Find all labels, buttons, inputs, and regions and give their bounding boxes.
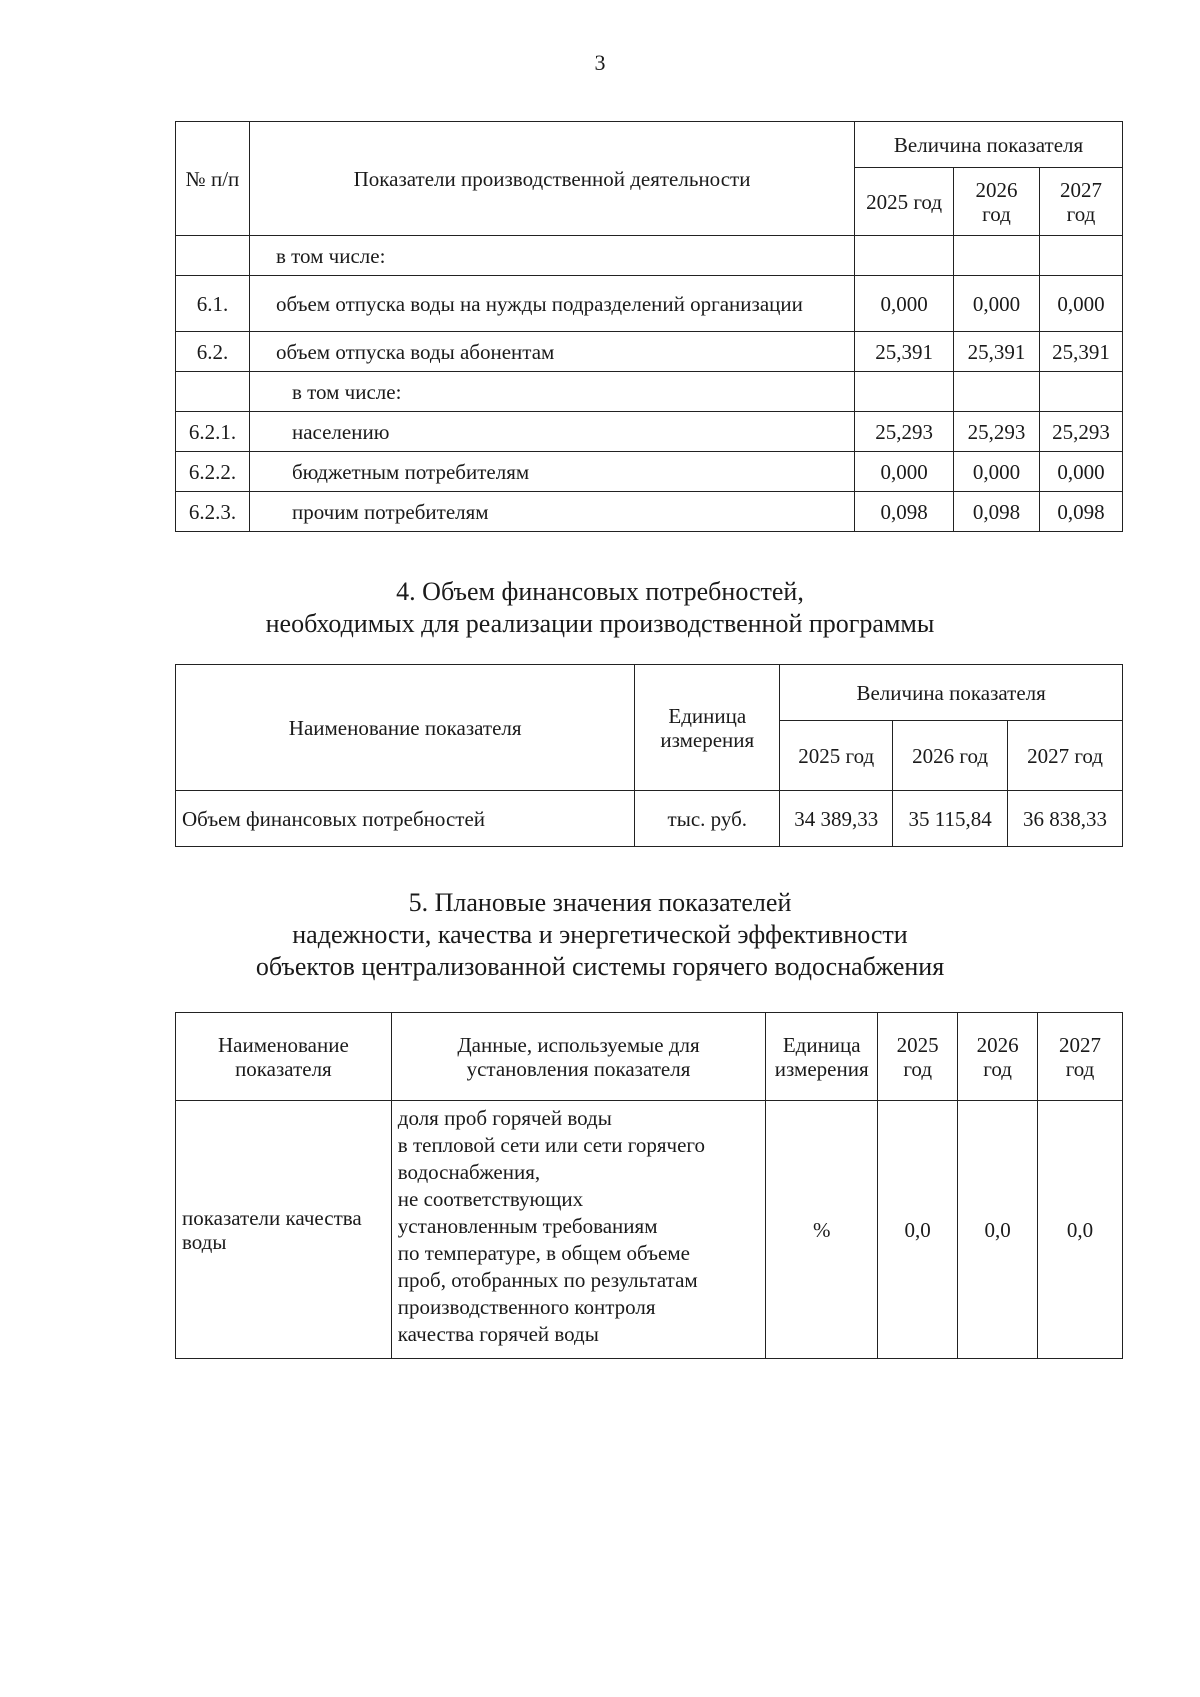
table-row <box>176 412 1123 452</box>
col-header-unit: Единица измерения <box>766 1013 878 1101</box>
description-line: водоснабжения, <box>397 1160 541 1184</box>
row-name: показатели качества воды <box>176 1101 392 1359</box>
row-value: 0,000 <box>855 276 954 332</box>
row-value: 0,000 <box>855 452 954 492</box>
row-value: 0,098 <box>855 492 954 532</box>
col-header-data: Данные, используемые для установления показателя <box>391 1013 765 1101</box>
row-value: 25,391 <box>954 332 1040 372</box>
row-number <box>176 372 250 412</box>
row-data-description <box>391 1101 765 1359</box>
row-value: 25,293 <box>1040 412 1123 452</box>
row-value: 25,293 <box>954 412 1040 452</box>
row-number: 6.2.1. <box>176 412 250 452</box>
col-header-year: 2027 год <box>1038 1013 1123 1101</box>
description-line: проб, отобранных по результатам <box>397 1268 698 1292</box>
col-header-year: 2026 год <box>958 1013 1038 1101</box>
table-row <box>176 492 1123 532</box>
section-5-heading <box>0 887 1200 983</box>
heading-line: необходимых для реализации производственной программы <box>265 609 935 638</box>
description-line: установленным требованиям <box>397 1214 658 1238</box>
heading-line: надежности, качества и энергетической эффективности <box>292 920 908 949</box>
col-header-name: Наименование показателя <box>176 665 635 791</box>
row-value <box>1040 236 1123 276</box>
description-line: в тепловой сети или сети горячего <box>397 1133 705 1157</box>
row-value: 0,000 <box>1040 276 1123 332</box>
row-number: 6.2.2. <box>176 452 250 492</box>
row-label: в том числе: <box>249 236 854 276</box>
col-header-year: 2026 год <box>893 721 1008 791</box>
table-row <box>176 372 1123 412</box>
row-number: 6.2. <box>176 332 250 372</box>
description-line: по температуре, в общем объеме <box>397 1241 690 1265</box>
col-header-year: 2025 год <box>780 721 893 791</box>
row-value: 34 389,33 <box>780 791 893 847</box>
col-header-indicators: Показатели производственной деятельности <box>249 122 854 236</box>
row-value: 25,391 <box>1040 332 1123 372</box>
row-value <box>954 372 1040 412</box>
col-header-unit: Единица измерения <box>635 665 780 791</box>
row-value: 0,0 <box>1038 1101 1123 1359</box>
description-line: производственного контроля <box>397 1295 656 1319</box>
row-value: 0,098 <box>1040 492 1123 532</box>
row-value: 0,0 <box>878 1101 958 1359</box>
row-label: бюджетным потребителям <box>249 452 854 492</box>
row-label: населению <box>249 412 854 452</box>
table-row <box>176 452 1123 492</box>
description-line: не соответствующих <box>397 1187 584 1211</box>
table-row <box>176 276 1123 332</box>
row-value: 0,000 <box>954 276 1040 332</box>
row-value <box>954 236 1040 276</box>
col-header-year: 2025 год <box>878 1013 958 1101</box>
row-value: 0,0 <box>958 1101 1038 1359</box>
description-line: качества горячей воды <box>397 1322 599 1346</box>
row-value: 25,293 <box>855 412 954 452</box>
col-header-value-group: Величина показателя <box>855 122 1123 168</box>
row-label: объем отпуска воды на нужды подразделений организации <box>249 276 854 332</box>
col-header-year: 2027 год <box>1040 168 1123 236</box>
row-unit: тыс. руб. <box>635 791 780 847</box>
description-line: доля проб горячей воды <box>397 1106 612 1130</box>
reliability-indicators-table <box>175 1012 1123 1359</box>
row-value: 0,000 <box>954 452 1040 492</box>
col-header-year: 2026 год <box>954 168 1040 236</box>
financial-needs-table <box>175 664 1123 847</box>
heading-line: 4. Объем финансовых потребностей, <box>396 577 804 606</box>
col-header-no: № п/п <box>176 122 250 236</box>
col-header-value-group: Величина показателя <box>780 665 1123 721</box>
row-value: 36 838,33 <box>1008 791 1123 847</box>
col-header-year: 2027 год <box>1008 721 1123 791</box>
page-number: 3 <box>594 50 606 75</box>
col-header-name: Наименование показателя <box>176 1013 392 1101</box>
row-name: Объем финансовых потребностей <box>176 791 635 847</box>
row-value: 25,391 <box>855 332 954 372</box>
row-label: в том числе: <box>249 372 854 412</box>
heading-line: объектов централизованной системы горячего водоснабжения <box>255 952 945 981</box>
heading-line: 5. Плановые значения показателей <box>408 888 792 917</box>
row-value: 0,000 <box>1040 452 1123 492</box>
row-number: 6.2.3. <box>176 492 250 532</box>
table-row <box>176 236 1123 276</box>
row-label: прочим потребителям <box>249 492 854 532</box>
row-label: объем отпуска воды абонентам <box>249 332 854 372</box>
table-row <box>176 791 1123 847</box>
production-indicators-table <box>175 121 1123 532</box>
row-value <box>855 236 954 276</box>
row-number: 6.1. <box>176 276 250 332</box>
col-header-year: 2025 год <box>855 168 954 236</box>
row-value: 0,098 <box>954 492 1040 532</box>
row-value <box>1040 372 1123 412</box>
row-number <box>176 236 250 276</box>
table-row <box>176 1101 1123 1359</box>
section-4-heading <box>0 576 1200 640</box>
row-value <box>855 372 954 412</box>
row-unit: % <box>766 1101 878 1359</box>
table-row <box>176 332 1123 372</box>
row-value: 35 115,84 <box>893 791 1008 847</box>
